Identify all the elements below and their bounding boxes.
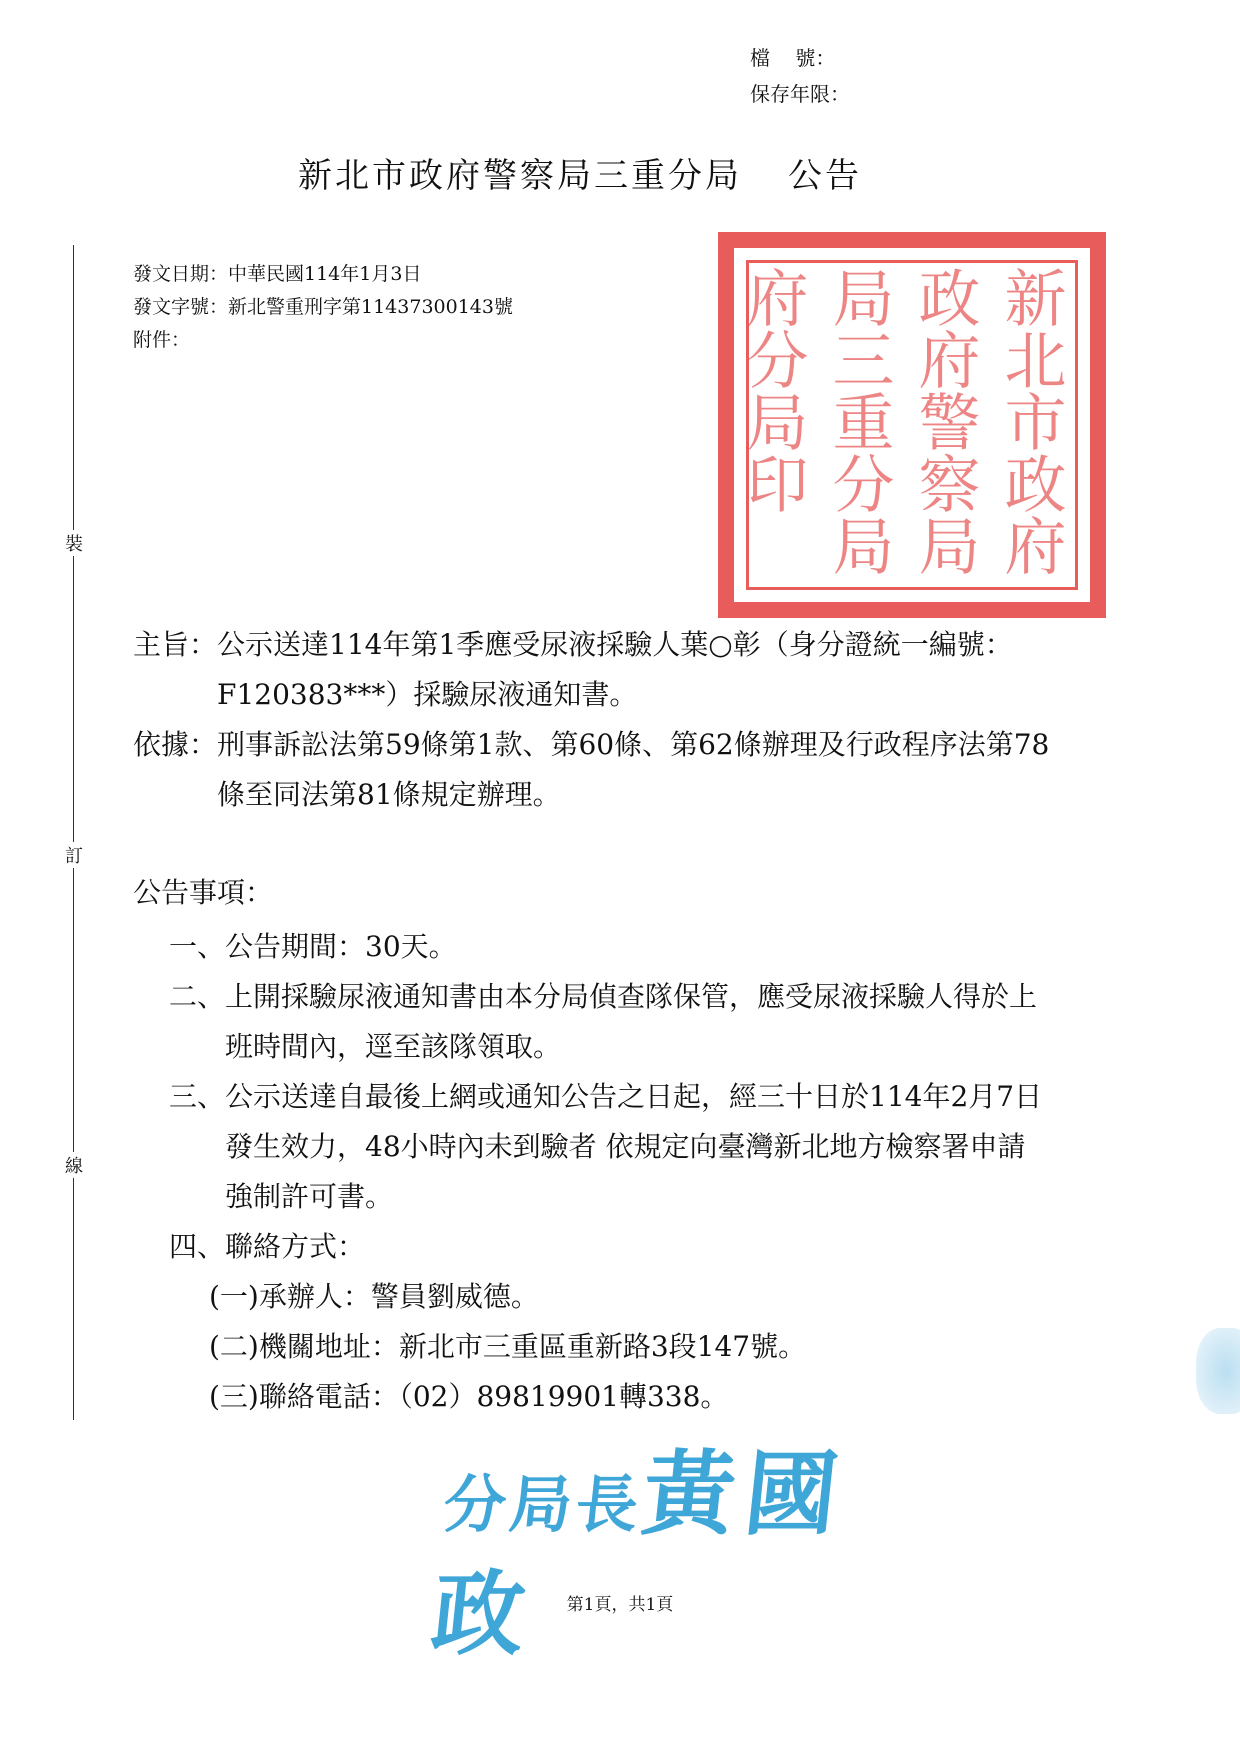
retention-period-label: 保存年限： (750, 82, 850, 106)
binding-mark-ding: 訂 (62, 842, 86, 868)
binding-line (73, 245, 74, 1420)
document-type: 公告 (788, 156, 862, 196)
basis-label: 依據： (133, 728, 218, 761)
notice-item-text: 聯絡方式： (225, 1230, 366, 1263)
contact-handler: (一)承辦人：警員劉威德。 (209, 1280, 539, 1313)
contact-phone: (三)聯絡電話：（02）89819901轉338。 (209, 1380, 729, 1413)
official-seal (718, 232, 1106, 618)
notice-item-text: 上開採驗尿液通知書由本分局偵查隊保管，應受尿液採驗人得於上班時間內，逕至該隊領取。 (225, 980, 1038, 1063)
notice-item (133, 972, 1053, 1072)
document-number: 發文字號：新北警重刑字第11437300143號 (133, 296, 513, 318)
seal-column-2: 政府警察局 (908, 266, 981, 576)
seal-column-1: 新北市政府 (994, 266, 1067, 576)
document-meta (133, 258, 513, 357)
notice-item-number: 三、 (169, 1080, 226, 1113)
seal-column-3: 局三重分局 (822, 266, 895, 576)
notice-section-title: 公告事項： (133, 876, 274, 909)
signature-title: 分局長 (440, 1468, 646, 1541)
document-body (133, 620, 1053, 1422)
issuing-organization: 新北市政府警察局三重分局 (298, 156, 742, 196)
notice-item-text: 公告期間：30天。 (225, 930, 457, 963)
notice-item (133, 1072, 1053, 1222)
notice-item-text: 公示送達自最後上網或通知公告之日起，經三十日於114年2月7日發生效力，48小時內未到驗者 依規定向臺灣新北地方檢察署申請強制許可書。 (225, 1080, 1043, 1213)
page-number: 第1頁，共1頁 (566, 1595, 674, 1615)
notice-item (133, 922, 1053, 972)
notice-item (133, 1222, 1053, 1272)
subject-paragraph (133, 620, 1053, 720)
edge-ink-mark (1196, 1328, 1240, 1414)
notice-item-number: 四、 (169, 1230, 226, 1263)
notice-item-number: 二、 (169, 980, 226, 1013)
subject-text: 公示送達114年第1季應受尿液採驗人葉○彰（身分證統一編號：F120383***）採驗尿液通知書。 (217, 628, 1013, 711)
basis-paragraph (133, 720, 1053, 820)
file-meta (750, 40, 850, 112)
binding-mark-xian: 線 (62, 1152, 86, 1178)
notice-item-number: 一、 (169, 930, 226, 963)
file-number-label: 檔 號： (750, 46, 836, 70)
seal-column-4: 府分局印 (736, 266, 809, 514)
subject-label: 主旨： (133, 628, 218, 661)
issue-date: 發文日期：中華民國114年1月3日 (133, 263, 422, 285)
binding-mark-zhuang: 裝 (62, 530, 86, 556)
contact-address: (二)機關地址：新北市三重區重新路3段147號。 (209, 1330, 807, 1363)
basis-text: 刑事訴訟法第59條第1款、第60條、第62條辦理及行政程序法第78條至同法第81條規定辦理。 (217, 728, 1050, 811)
attachment-label: 附件： (133, 329, 191, 351)
signature-name: 黃國政 (426, 1441, 853, 1668)
document-title (0, 148, 1160, 197)
